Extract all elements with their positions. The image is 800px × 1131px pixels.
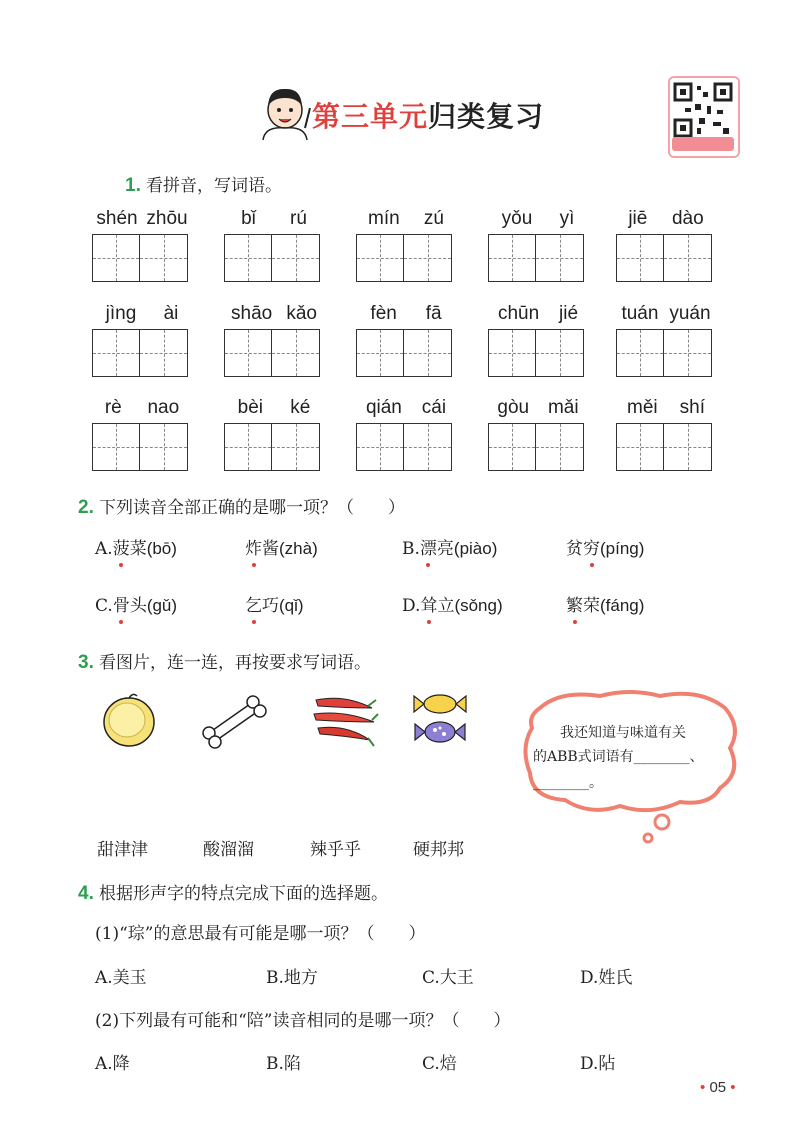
pinyin-label (224, 397, 324, 419)
q4-heading (78, 879, 388, 905)
q4-sub2-option-c[interactable]: C.焙 (422, 1054, 457, 1074)
pinyin-syllable: jìng (105, 303, 137, 324)
pinyin-item (616, 397, 716, 471)
pinyin-label (356, 303, 456, 325)
word-spicy[interactable]: 辣乎乎 (310, 840, 361, 860)
bone-image[interactable] (200, 695, 270, 754)
pinyin-label (488, 208, 588, 230)
writing-grid[interactable] (224, 234, 320, 282)
writing-grid[interactable] (356, 234, 452, 282)
q2-option-a[interactable]: A.菠菜(bō) (95, 539, 177, 559)
q1-text: 看拼音，写词语。 (145, 176, 282, 196)
pinyin-syllable: tuán (621, 303, 659, 324)
pinyin-label (616, 208, 716, 230)
pinyin-syllable: mǎi (547, 397, 579, 418)
chili-peppers-image[interactable] (310, 690, 380, 754)
bubble-line1: 我还知道与味道有关 (560, 725, 686, 741)
q4-sub1-option-b[interactable]: B.地方 (266, 968, 318, 988)
pinyin-syllable: rú (290, 208, 307, 229)
writing-cell[interactable] (536, 235, 583, 281)
writing-grid[interactable] (92, 234, 188, 282)
writing-grid[interactable] (488, 234, 584, 282)
writing-grid[interactable] (356, 423, 452, 471)
pinyin-syllable: rè (104, 397, 122, 418)
pinyin-syllable: yuán (669, 303, 711, 324)
q2-text: 下列读音全部正确的是哪一项？（ ） (98, 498, 405, 518)
pinyin-label (616, 303, 716, 325)
q2-option-b-word2: 贫穷(píng) (566, 539, 645, 559)
writing-cell[interactable] (404, 424, 451, 470)
bubble-line3: ________。 (533, 775, 603, 791)
writing-grid[interactable] (224, 329, 320, 377)
writing-cell[interactable] (140, 424, 187, 470)
pinyin-syllable: měi (627, 397, 658, 418)
writing-cell[interactable] (617, 330, 664, 376)
writing-grid[interactable] (616, 329, 712, 377)
page-title (312, 95, 544, 135)
writing-grid[interactable] (356, 329, 452, 377)
q3-heading (78, 648, 371, 674)
pinyin-label (488, 397, 588, 419)
word-sweet[interactable]: 甜津津 (97, 840, 148, 860)
writing-cell[interactable] (404, 330, 451, 376)
q2-number: 2. (78, 497, 94, 518)
writing-cell[interactable] (357, 424, 404, 470)
pinyin-item (616, 208, 716, 282)
pinyin-label (92, 208, 192, 230)
writing-cell[interactable] (140, 235, 187, 281)
pinyin-item (356, 303, 456, 377)
pinyin-syllable: zú (423, 208, 444, 229)
q4-sub1-option-c[interactable]: C.大王 (422, 968, 474, 988)
q2-option-c[interactable]: C.骨头(gǔ) (95, 596, 178, 616)
writing-cell[interactable] (536, 424, 583, 470)
pinyin-syllable: bèi (237, 397, 263, 418)
pinyin-label (92, 303, 192, 325)
writing-cell[interactable] (272, 235, 319, 281)
writing-cell[interactable] (664, 235, 711, 281)
writing-cell[interactable] (617, 424, 664, 470)
pinyin-label (356, 208, 456, 230)
pinyin-syllable: chūn (497, 303, 540, 324)
writing-grid[interactable] (488, 329, 584, 377)
q2-option-c-word2: 乞巧(qǐ) (245, 596, 304, 616)
q2-heading (78, 493, 405, 519)
title-part2: 归类复习 (428, 100, 545, 133)
writing-cell[interactable] (664, 330, 711, 376)
pinyin-syllable: qián (365, 397, 402, 418)
header-boy-illustration (255, 80, 315, 146)
writing-cell[interactable] (357, 330, 404, 376)
q2-option-b[interactable]: B.漂亮(piào) (402, 539, 498, 559)
writing-cell[interactable] (93, 235, 140, 281)
q4-number: 4. (78, 883, 94, 904)
writing-cell[interactable] (225, 424, 272, 470)
writing-cell[interactable] (272, 424, 319, 470)
pinyin-item (616, 303, 716, 377)
pinyin-item (92, 303, 192, 377)
q4-sub1-option-a[interactable]: A.美玉 (95, 968, 147, 988)
q4-text: 根据形声字的特点完成下面的选择题。 (98, 884, 388, 904)
writing-cell[interactable] (225, 330, 272, 376)
writing-grid[interactable] (92, 329, 188, 377)
pinyin-syllable: jié (559, 303, 579, 324)
pinyin-item (488, 208, 588, 282)
qr-label (672, 137, 734, 151)
q4-sub1: (1)“琮”的意思最有可能是哪一项？（ ） (95, 924, 426, 944)
pinyin-syllable: dào (671, 208, 704, 229)
pinyin-syllable: shí (679, 397, 705, 418)
pinyin-label (616, 397, 716, 419)
pinyin-syllable: bǐ (241, 208, 256, 229)
pinyin-label (488, 303, 588, 325)
writing-cell[interactable] (489, 330, 536, 376)
pinyin-syllable: kǎo (286, 303, 317, 324)
pinyin-label (224, 208, 324, 230)
pinyin-syllable: shāo (231, 303, 273, 324)
writing-cell[interactable] (357, 235, 404, 281)
pinyin-syllable: gòu (497, 397, 530, 418)
pinyin-item (224, 303, 324, 377)
pinyin-syllable: zhōu (146, 208, 188, 229)
pinyin-item (356, 208, 456, 282)
pinyin-item (356, 397, 456, 471)
pinyin-syllable: yì (559, 208, 575, 229)
q4-sub2-option-b[interactable]: B.陷 (266, 1054, 301, 1074)
pinyin-item (224, 397, 324, 471)
pinyin-item (92, 397, 192, 471)
lemon-image[interactable] (100, 690, 158, 754)
candy-image[interactable] (410, 688, 470, 754)
pinyin-syllable: cái (421, 397, 447, 418)
writing-cell[interactable] (536, 330, 583, 376)
pinyin-syllable: jiē (628, 208, 648, 229)
pinyin-syllable: shén (96, 208, 138, 229)
writing-grid[interactable] (224, 423, 320, 471)
q2-option-d[interactable]: D.耸立(sǒng) (402, 596, 503, 616)
q4-sub1-option-d[interactable]: D.姓氏 (580, 968, 633, 988)
writing-grid[interactable] (92, 423, 188, 471)
q1-heading (125, 171, 282, 197)
q3-text: 看图片，连一连，再按要求写词语。 (98, 653, 371, 673)
pinyin-syllable: fā (425, 303, 442, 324)
title-part1: 第三单元 (312, 100, 429, 133)
q3-number: 3. (78, 652, 94, 673)
writing-cell[interactable] (489, 424, 536, 470)
pinyin-syllable: nao (147, 397, 180, 418)
pinyin-label (224, 303, 324, 325)
bubble-line2: 的ABB式词语有________、 (533, 749, 704, 765)
writing-grid[interactable] (488, 423, 584, 471)
q2-option-a-word2: 炸酱(zhà) (245, 539, 318, 559)
q4-sub2: (2)下列最有可能和“陪”读音相同的是哪一项？（ ） (95, 1011, 511, 1031)
pinyin-label (92, 397, 192, 419)
q2-option-d-word2: 繁荣(fáng) (566, 596, 645, 616)
pinyin-syllable: mín (368, 208, 400, 229)
pinyin-label (356, 397, 456, 419)
writing-cell[interactable] (664, 424, 711, 470)
pinyin-item (488, 303, 588, 377)
writing-cell[interactable] (617, 235, 664, 281)
thought-bubble (520, 688, 745, 852)
pinyin-syllable: fèn (370, 303, 397, 324)
writing-cell[interactable] (140, 330, 187, 376)
q4-sub2-option-a[interactable]: A.降 (95, 1054, 130, 1074)
word-hard[interactable]: 硬邦邦 (413, 840, 464, 860)
q4-sub2-option-d[interactable]: D.阽 (580, 1054, 616, 1074)
writing-cell[interactable] (93, 330, 140, 376)
pinyin-item (488, 397, 588, 471)
q1-number: 1. (125, 175, 141, 196)
writing-cell[interactable] (93, 424, 140, 470)
pinyin-syllable: ké (290, 397, 311, 418)
writing-cell[interactable] (272, 330, 319, 376)
pinyin-item (224, 208, 324, 282)
page-number: • 05 • (700, 1079, 736, 1096)
word-sour[interactable]: 酸溜溜 (203, 840, 254, 860)
writing-grid[interactable] (616, 234, 712, 282)
writing-cell[interactable] (489, 235, 536, 281)
pinyin-syllable: ài (163, 303, 179, 324)
writing-grid[interactable] (616, 423, 712, 471)
writing-cell[interactable] (404, 235, 451, 281)
writing-cell[interactable] (225, 235, 272, 281)
pinyin-syllable: yǒu (501, 208, 533, 229)
pinyin-item (92, 208, 192, 282)
